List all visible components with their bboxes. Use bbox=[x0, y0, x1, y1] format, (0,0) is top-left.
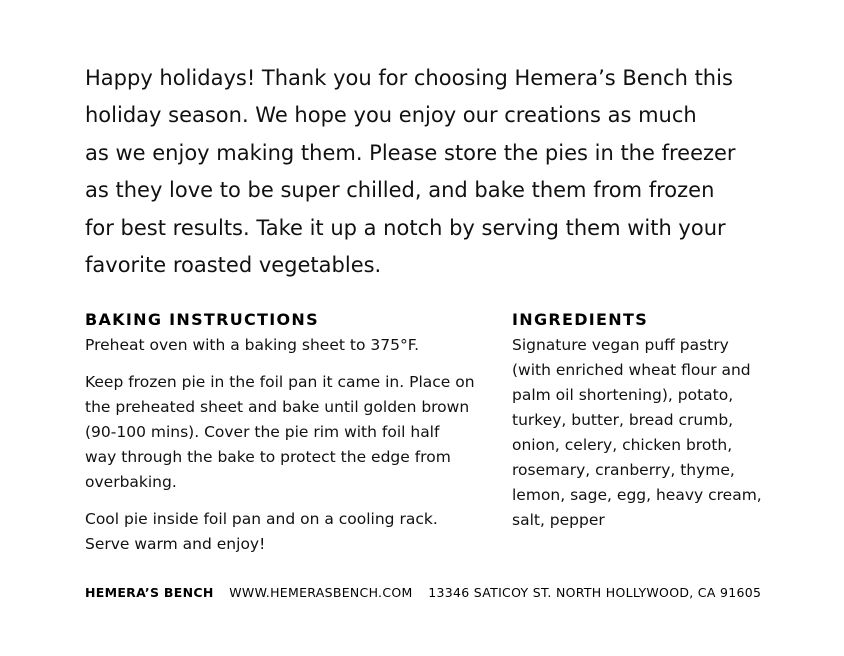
ingredients-line: turkey, butter, bread crumb, bbox=[512, 411, 734, 429]
baking-line: the preheated sheet and bake until golden brown bbox=[85, 398, 470, 416]
baking-step-preheat bbox=[85, 333, 485, 358]
baking-step-cool bbox=[85, 507, 485, 557]
intro-line: Happy holidays! Thank you for choosing Hemera’s Bench this bbox=[85, 66, 733, 90]
baking-line: Keep frozen pie in the foil pan it came in. Place on bbox=[85, 373, 475, 391]
baking-step-bake bbox=[85, 370, 485, 495]
intro-line: for best results. Take it up a notch by serving them with your bbox=[85, 215, 726, 240]
intro-message bbox=[85, 60, 775, 284]
footer bbox=[85, 585, 772, 600]
ingredients-line: rosemary, cranberry, thyme, bbox=[512, 461, 735, 479]
ingredients-line: lemon, sage, egg, heavy cream, bbox=[512, 486, 762, 504]
ingredients-line: salt, pepper bbox=[512, 511, 605, 529]
baking-line: way through the bake to protect the edge from bbox=[85, 448, 451, 466]
baking-instructions-section bbox=[85, 309, 485, 557]
ingredients-line: (with enriched wheat flour and bbox=[512, 361, 751, 379]
ingredients-line: palm oil shortening), potato, bbox=[512, 386, 734, 404]
ingredients-line: onion, celery, chicken broth, bbox=[512, 436, 733, 454]
footer-website: WWW.HEMERASBENCH.COM bbox=[229, 585, 413, 600]
ingredients-list bbox=[512, 333, 802, 533]
baking-line: (90-100 mins). Cover the pie rim with foil half bbox=[85, 423, 440, 441]
ingredients-line: Signature vegan puff pastry bbox=[512, 336, 729, 354]
ingredients-heading: INGREDIENTS bbox=[512, 310, 649, 329]
ingredients-section bbox=[512, 309, 802, 533]
baking-line: Cool pie inside foil pan and on a cooling rack. bbox=[85, 510, 438, 528]
footer-address: 13346 SATICOY ST. NORTH HOLLYWOOD, CA 91605 bbox=[428, 585, 762, 600]
intro-line: as we enjoy making them. Please store the pies in the freezer bbox=[85, 140, 736, 165]
baking-line: Preheat oven with a baking sheet to 375°F. bbox=[85, 336, 420, 354]
intro-line: holiday season. We hope you enjoy our creations as much bbox=[85, 103, 697, 128]
intro-line: as they love to be super chilled, and bake them from frozen bbox=[85, 178, 715, 203]
baking-instructions-heading: BAKING INSTRUCTIONS bbox=[85, 310, 319, 329]
intro-line: favorite roasted vegetables. bbox=[85, 253, 382, 278]
baking-line: overbaking. bbox=[85, 473, 177, 491]
baking-line: Serve warm and enjoy! bbox=[85, 535, 266, 553]
footer-brand: HEMERA’S BENCH bbox=[85, 585, 214, 600]
